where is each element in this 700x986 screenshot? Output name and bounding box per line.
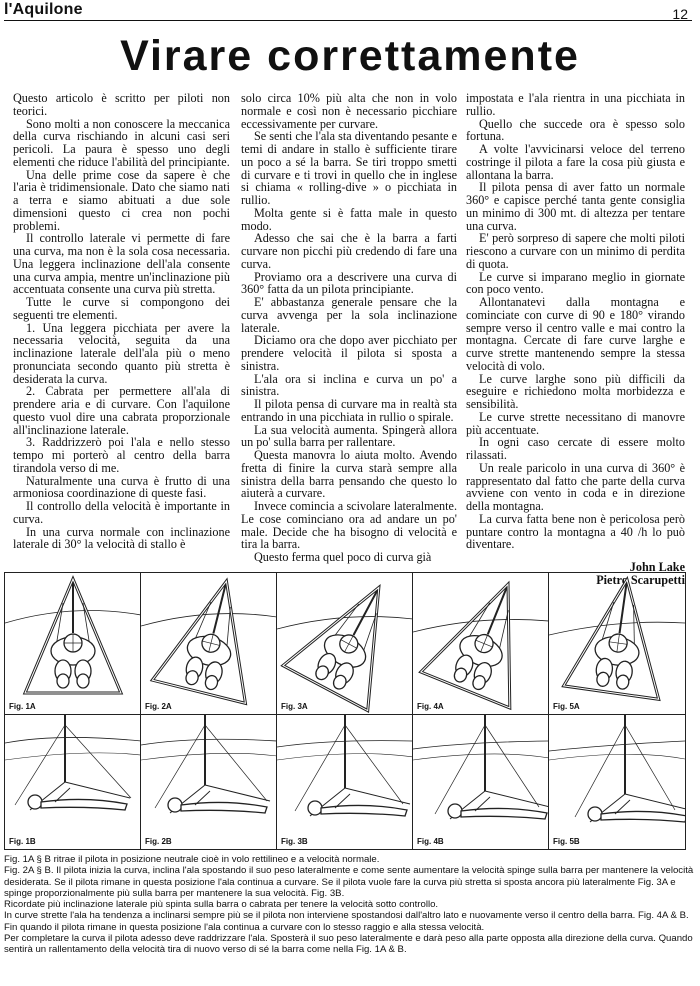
figure-label: Fig. 3A [281,702,308,711]
hang-glider-illustration [413,573,549,715]
paragraph: solo circa 10% più alta che non in volo normale e così non è necessario picchiare eccessivamente per curvare. [241,91,457,131]
paragraph: In una curva normale con inclinazione laterale di 30° la velocità di stallo è [13,524,230,552]
hang-glider-illustration [549,573,685,715]
article-title: Virare correttamente [120,32,580,80]
figure-label: Fig. 4B [417,837,444,846]
figure-label: Fig. 5B [553,837,580,846]
figure-fig3a [277,573,413,715]
column-3 [466,92,685,587]
author-name: Pietro Scarupetti [596,572,685,587]
paragraph: L'ala ora si inclina e curva un po' a sinistra. [241,371,457,399]
figure-label: Fig. 3B [281,837,308,846]
paragraph: La sua velocità aumenta. Spingerà allora un po' sulla barra per rallentare. [241,422,457,450]
figure-fig2a [141,573,277,715]
paragraph: Il pilota pensa di aver fatto un normale 360° e capisce perché tanta gente consiglia un minimo di 300 mt. di altezza per tentare una curva. [466,180,685,233]
paragraph: Invece comincia a scivolare lateralmente. Le cose cominciano ora ad andare un po' male. Decide che ha bisogno di velocità e tira la barra. [241,499,457,552]
figure-fig5b [549,715,685,849]
figure-fig1b [5,715,141,849]
figure-fig2b [141,715,277,849]
paragraph: Tutte le curve si compongono dei seguenti tre elementi. [13,295,230,322]
hang-glider-illustration [277,573,413,715]
caption-line: Fig. 2A § B. Il pilota inizia la curva, inclina l'ala spostando il suo peso lateralmente e come sente aumentare la velocità spinge sulla barra per mantenere la velocità desiderata. Se il pilota rimane in questa posizione l'ala continua a curvare. Se il pilota vuole fare la curva più stretta si sposta ancora più lateralmente Fig. 3A e spinge proporzionalmente più sulla barra per mantenere la sua velocità. Fig. 3B. [4,865,694,899]
figure-fig3b [277,715,413,849]
paragraph: Allontanatevi dalla montagna e cominciate con curve di 90 e 180° virando sempre verso il centro valle e mai contro la montagna. Cercate di fare curve larghe e curve strette mantenendo sempre la stessa velocità di volo. [466,295,685,373]
paragraph: Diciamo ora che dopo aver picchiato per prendere velocità il pilota si sposta a sinistra. [241,333,457,373]
figure-panel [4,572,686,850]
paragraph: Questa manovra lo aiuta molto. Avendo fretta di finire la curva starà sempre alla sinistra della barra pensando che questo lo aiuterà a curvare. [241,448,457,501]
figure-label: Fig. 1A [9,702,36,711]
paragraph: Il pilota pensa di curvare ma in realtà sta entrando in una picchiata in rullio o spirale. [241,397,457,424]
paragraph: Se senti che l'ala sta diventando pesante e temi di andare in stallo è sufficiente tirare un poco a sé la barra. Se tiri troppo smetti di curvare e ti trovi in quello che in inglese si chiama « rolling-dive » o picchiata in rullio. [241,129,457,207]
hang-glider-illustration [413,715,549,849]
paragraph: Naturalmente una curva è frutto di una armoniosa coordinazione di queste fasi. [13,473,230,501]
caption-line: In curve strette l'ala ha tendenza a inclinarsi sempre più se il pilota non interviene spostandosi dall'altro lato e nuovamente verso il centro della barra. Fig. 4A & B. Fin quando il pilota rimane in questa posizione l'ala continua a curvare con lo stesso raggio e alla stessa velocità. [4,910,689,933]
paragraph: 1. Una leggera picchiata per avere la necessaria velocità, seguita da una inclinazione laterale dell'ala più o meno pronunciata secondo quanto più stretta è desiderata la curva. [13,320,230,386]
paragraph: Le curve si imparano meglio in giornate con poco vento. [466,269,685,297]
column-1 [13,92,230,551]
hang-glider-illustration [5,573,141,715]
figure-fig1a [5,573,141,715]
paragraph: In ogni caso cercate di essere molto rilassati. [466,435,685,462]
paragraph: E' abbastanza generale pensare che la curva avvenga per la sola inclinazione laterale. [241,295,457,335]
figure-label: Fig. 1B [9,837,36,846]
figure-label: Fig. 4A [417,702,444,711]
paragraph: 2. Cabrata per permettere all'ala di prendere aria e di curvare. Con l'aquilone questo vuol dire una cabrata proporzionale all'inclinazione laterale. [13,384,230,437]
caption-line: Fig. 1A § B ritrae il pilota in posizione neutrale cioè in volo rettilineo e a velocità normale. [4,854,380,865]
author-name: John Lake [629,560,685,574]
hang-glider-illustration [141,715,277,849]
figure-label: Fig. 5A [553,702,580,711]
paragraph: E' però sorpreso di sapere che molti piloti riescono a curvare con un minimo di perdita di quota. [466,231,685,271]
figure-fig5a [549,573,685,715]
figure-fig4b [413,715,549,849]
figure-caption [4,854,694,956]
paragraph: Questo articolo è scritto per piloti non teorici. [13,91,230,118]
paragraph: Questo ferma quel poco di curva già [254,550,432,564]
paragraph: impostata e l'ala rientra in una picchiata in rullio. [466,91,685,118]
figure-label: Fig. 2B [145,837,172,846]
paragraph: Le curve larghe sono più difficili da eseguire e richiedono molta morbidezza e sensibilità. [466,371,685,411]
paragraph: Un reale paricolo in una curva di 360° è rappresentato dal fatto che parte della curva avviene con vento in coda e in direzione della montagna. [466,460,685,513]
paragraph: La curva fatta bene non è pericolosa però puntare contro la montagna a 40 /h lo può diventare. [466,511,685,552]
figure-label: Fig. 2A [145,702,172,711]
paragraph: Sono molti a non conoscere la meccanica della curva rischiando in alcuni casi seri pericoli. La paura è spesso uno degli elementi che riduce l'abilità del principiante. [13,116,230,169]
header-rule [4,20,692,21]
caption-line: Ricordate più inclinazione laterale più spinta sulla barra o cabrata per tenere la velocità sotto controllo. [4,899,439,911]
hang-glider-illustration [141,573,277,715]
paragraph: Molta gente si è fatta male in questo modo. [241,205,457,233]
paragraph: 3. Raddrizzerò poi l'ala e nello stesso tempo mi porterò al centro della barra tirandola verso di me. [13,435,230,475]
column-2 [241,92,457,564]
paragraph: A volte l'avvicinarsi veloce del terreno costringe il pilota a fare la cosa più giusta e allontana la barra. [466,142,685,182]
page-number: 12 [672,6,688,22]
hang-glider-illustration [549,715,685,849]
paragraph: Il controllo della velocità è importante in curva. [13,499,230,526]
hang-glider-illustration [5,715,141,849]
paragraph: Quello che succede ora è spesso solo fortuna. [466,116,685,144]
hang-glider-illustration [277,715,413,849]
magazine-logo: l'Aquilone [4,1,83,18]
paragraph: Il controllo laterale vi permette di fare una curva, ma non è la sola cosa necessaria. Una leggera inclinazione dell'ala consente una curva ampia, mentre un'inclinazione più accentuata consente una curva più stretta. [13,231,230,297]
paragraph: Una delle prime cose da sapere è che l'aria è tridimensionale. Dato che siamo nati a terra e siamo abituati a due sole dimensioni questo ci crea non pochi problemi. [13,167,230,233]
page-header [0,0,700,30]
paragraph: Proviamo ora a descrivere una curva di 360° fatta da un pilota principiante. [241,269,457,297]
paragraph: Adesso che sai che è la barra a farti curvare non picchi più credendo di fare una curva. [241,231,457,271]
caption-line: Per completare la curva il pilota adesso deve raddrizzare l'ala. Sposterà il suo peso lateralmente e darà peso alla parte opposta alla direzione della curva. Quando sentirà un rallentamento della velocità tira di nuovo verso di sé la barra come nella Fig. 1A & B. [4,933,693,956]
figure-fig4a [413,573,549,715]
paragraph: Le curve strette necessitano di manovre più accentuate. [466,409,685,437]
